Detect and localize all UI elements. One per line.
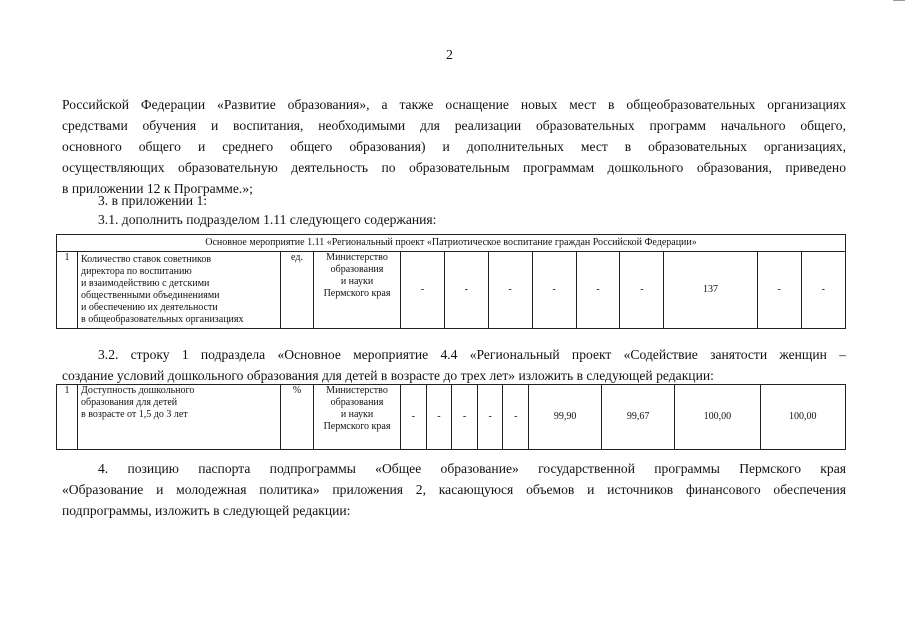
- value-cell: -: [401, 385, 427, 450]
- value-cell: -: [620, 252, 664, 329]
- value-cell: 100,00: [760, 385, 845, 450]
- intro-line: Российской Федерации «Развитие образования», а также оснащение новых мест в общеобразовательных организациях: [62, 97, 846, 112]
- unit-cell: ед.: [281, 252, 314, 329]
- value-cell: -: [444, 252, 488, 329]
- page-number: 2: [446, 48, 453, 63]
- table-section-4-4: [56, 384, 846, 450]
- value-cell: 99,67: [602, 385, 675, 450]
- executor-line: и науки: [340, 409, 374, 420]
- item-3: 3. в приложении 1:: [98, 193, 208, 208]
- intro-line: средствами обучения и воспитания, необходимыми для реализации образовательных программ начального общего,: [62, 118, 846, 133]
- scan-corner-mark: [893, 0, 905, 7]
- executor-line: Пермского края: [323, 288, 391, 299]
- row-number: 1: [57, 252, 78, 329]
- value-cell: -: [477, 385, 503, 450]
- unit-cell: %: [281, 385, 314, 450]
- intro-paragraph: [62, 94, 846, 199]
- indicator-line: и обеспечению их деятельности: [81, 302, 218, 313]
- table-header-cell: Основное мероприятие 1.11 «Региональный проект «Патриотическое воспитание граждан Российской Федерации»: [57, 235, 846, 252]
- executor-line: Министерство: [326, 252, 388, 263]
- item-4: [62, 458, 846, 521]
- value-cell: 100,00: [675, 385, 760, 450]
- table-section-1-11: [56, 234, 846, 329]
- value-cell: -: [801, 252, 845, 329]
- value-cell: -: [532, 252, 576, 329]
- table-row: [57, 252, 846, 329]
- intro-line: в приложении 12 к Программе.»;: [62, 181, 253, 196]
- item-3-2-line: создание условий дошкольного образования для детей в возрасте до трех лет» изложить в следующей редакции:: [62, 368, 714, 383]
- value-cell: 99,90: [529, 385, 602, 450]
- item-3-1: 3.1. дополнить подразделом 1.11 следующего содержания:: [98, 212, 437, 227]
- indicator-line: в общеобразовательных организациях: [81, 314, 244, 325]
- indicator-cell: [78, 385, 281, 450]
- executor-line: и науки: [340, 276, 374, 287]
- executor-line: образования: [330, 397, 384, 408]
- indicator-line: Количество ставок советников: [81, 254, 212, 265]
- executor-line: образования: [330, 264, 384, 275]
- value-cell: -: [401, 252, 445, 329]
- indicator-line: образования для детей: [81, 397, 178, 408]
- item-4-line: подпрограммы, изложить в следующей редакции:: [62, 503, 351, 518]
- value-cell: -: [488, 252, 532, 329]
- item-3-2: [62, 344, 846, 386]
- item-3-2-line: 3.2. строку 1 подраздела «Основное мероприятие 4.4 «Региональный проект «Содействие занятости женщин –: [98, 347, 846, 362]
- value-cell: -: [426, 385, 452, 450]
- value-cell: -: [576, 252, 620, 329]
- intro-line: осуществляющих образовательную деятельность по образовательным программам дошкольного образования, приведено: [62, 160, 846, 175]
- value-cell: -: [503, 385, 529, 450]
- executor-cell: [314, 252, 401, 329]
- item-4-line: «Образование и молодежная политика» приложения 2, касающуюся объемов и источников финансового обеспечения: [62, 482, 846, 497]
- intro-line: основного общего и среднего общего образования) и дополнительных мест в образовательных организациях,: [62, 139, 846, 154]
- executor-line: Министерство: [326, 385, 388, 396]
- executor-cell: [314, 385, 401, 450]
- row-number: 1: [57, 385, 78, 450]
- indicator-line: Доступность дошкольного: [81, 385, 195, 396]
- indicator-line: и взаимодействию с детскими: [81, 278, 210, 289]
- item-4-line: 4. позицию паспорта подпрограммы «Общее образование» государственной программы Пермского края: [98, 461, 846, 476]
- table-header-row: [57, 235, 846, 252]
- table-row: [57, 385, 846, 450]
- indicator-cell: [78, 252, 281, 329]
- indicator-line: в возрасте от 1,5 до 3 лет: [81, 409, 188, 420]
- executor-line: Пермского края: [323, 421, 391, 432]
- value-cell: 137: [664, 252, 757, 329]
- indicator-line: общественными объединениями: [81, 290, 220, 301]
- value-cell: -: [757, 252, 801, 329]
- value-cell: -: [452, 385, 478, 450]
- indicator-line: директора по воспитанию: [81, 266, 192, 277]
